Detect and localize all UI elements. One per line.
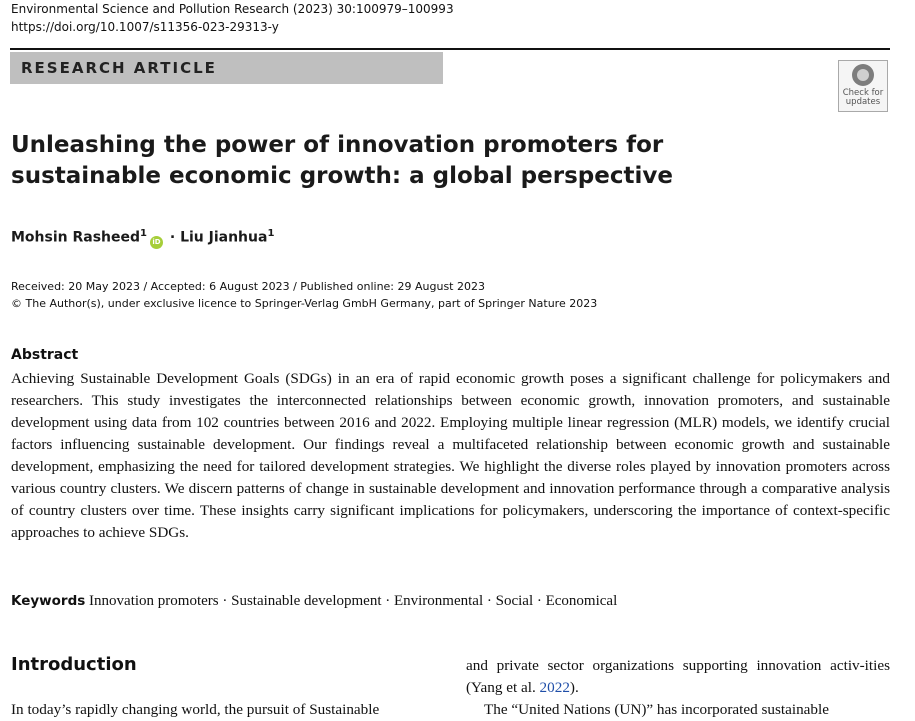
author-name[interactable]: Liu Jianhua: [180, 229, 268, 246]
publication-dates: Received: 20 May 2023 / Accepted: 6 August 2023 / Published online: 29 August 2023: [11, 280, 485, 293]
crossmark-label-1: Check for: [842, 88, 884, 98]
paragraph: [466, 655, 890, 699]
article-title: Unleashing the power of innovation promoters for sustainable economic growth: a global perspective: [11, 132, 673, 189]
paragraph-text: and private sector organizations supporting innovation activ-ities (Yang et al.: [466, 657, 890, 696]
abstract-heading: Abstract: [11, 347, 79, 363]
author-list: [11, 224, 274, 249]
header-rule: [10, 48, 890, 50]
abstract-text: Achieving Sustainable Development Goals (SDGs) in an era of rapid economic growth poses a significant challenge for policymakers and researchers. This study investigates the interconnected relationships between economic growth, innovation promoters, and sustainable development using data from 102 countries between 2016 and 2022. Employing multiple linear regression (MLR) models, we identify crucial factors influencing sustainable development. Our findings reveal a multifaceted relationship between economic growth and sustainable development, emphasizing the need for tailored development strategies. We highlight the diverse roles played by innovation promoters across various country clusters. We discern patterns of change in sustainable development and innovation performance through a comparative analysis of country clusters over time. These insights carry significant implications for policymakers, underscoring the importance of context-specific approaches to achieve SDGs.: [11, 370, 890, 541]
keywords-text: Innovation promoters · Sustainable development · Environmental · Social · Economical: [89, 593, 618, 609]
keywords-label: Keywords: [11, 593, 86, 609]
author-separator: ·: [169, 229, 176, 246]
citation-link[interactable]: 2022: [539, 679, 570, 696]
orcid-icon[interactable]: iD: [150, 236, 163, 249]
journal-citation: Environmental Science and Pollution Research (2023) 30:100979–100993: [11, 2, 454, 16]
introduction-heading: Introduction: [11, 654, 137, 675]
author-affiliation: 1: [267, 228, 275, 239]
check-for-updates-badge[interactable]: [838, 60, 888, 112]
introduction-left-text: In today’s rapidly changing world, the pursuit of Sustainable: [11, 701, 380, 718]
paragraph-text: ).: [569, 679, 579, 696]
crossmark-icon: [852, 64, 874, 86]
article-type-banner: [10, 52, 443, 84]
paragraph: The “United Nations (UN)” has incorporated sustainable: [484, 701, 829, 718]
doi-link[interactable]: https://doi.org/10.1007/s11356-023-29313-y: [11, 20, 279, 34]
author-affiliation: 1: [140, 228, 147, 239]
crossmark-label-2: updates: [845, 97, 881, 107]
article-type-label: RESEARCH ARTICLE: [21, 59, 217, 77]
author-name[interactable]: Mohsin Rasheed: [11, 229, 141, 246]
copyright-notice: © The Author(s), under exclusive licence to Springer-Verlag GmbH Germany, part of Springer Nature 2023: [11, 297, 598, 310]
keywords-line: [11, 590, 617, 612]
introduction-right-column: [466, 655, 890, 721]
